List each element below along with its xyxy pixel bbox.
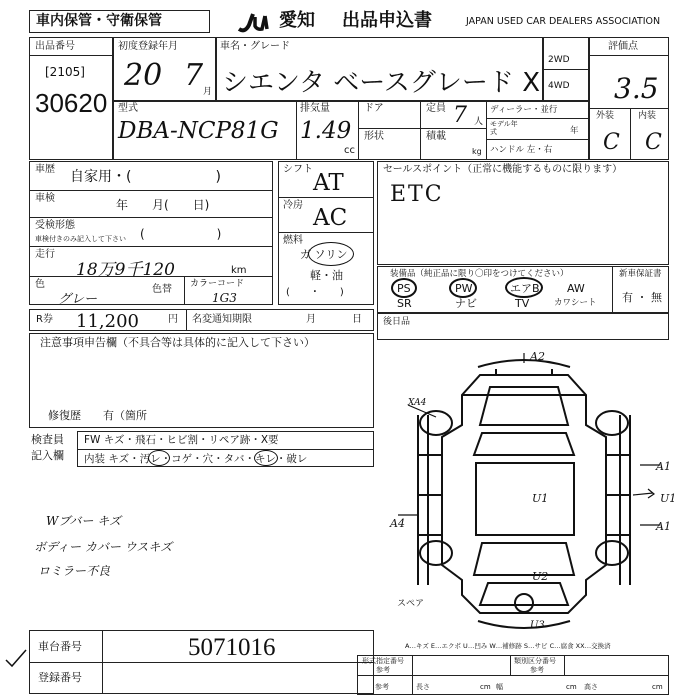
mark-u1-right: U1 bbox=[660, 492, 677, 505]
mark-u3: U3 bbox=[530, 620, 545, 631]
displacement: 1.49 bbox=[300, 118, 352, 144]
tobacco-circle bbox=[254, 450, 278, 466]
tax-label: 名変通知期限 bbox=[192, 314, 252, 325]
form-title: 出品申込書 bbox=[342, 10, 432, 31]
load-label: 積載 bbox=[426, 131, 446, 142]
width-cm: cm bbox=[566, 683, 577, 691]
mark-a1-right: A1 bbox=[656, 460, 671, 473]
damage-legend: A…キズ E…エクボ U…凹み W…補修跡 S…サビ C…腐食 XX…交換済 bbox=[405, 642, 611, 650]
mark-a2: A2 bbox=[530, 350, 545, 363]
equipment-label: 装備品（純正品に限り〇印をつけてください） bbox=[390, 269, 569, 279]
color-label: 色 bbox=[35, 279, 45, 290]
car-diagram bbox=[378, 345, 670, 635]
lot-number: 30620 bbox=[35, 88, 108, 118]
fuel-gas: ガ ソリン bbox=[300, 248, 348, 261]
reg-month: 7 bbox=[184, 58, 204, 93]
sales-points-box bbox=[377, 161, 669, 265]
equip-item-leather: カワシート bbox=[554, 298, 597, 308]
history-value: 自家用・( ) bbox=[70, 169, 221, 185]
mark-a1-left: A1 bbox=[656, 520, 671, 533]
airbag-circle bbox=[505, 277, 543, 298]
year-unit: 年 bbox=[570, 126, 579, 136]
handwritten-note-1: Wブバー キズ bbox=[46, 514, 121, 528]
fuel-circle bbox=[308, 242, 354, 266]
drive-4wd: 4WD bbox=[548, 81, 570, 91]
designation-label: 形式指定番号 bbox=[362, 657, 404, 665]
reg-label: 登録番号 bbox=[38, 671, 82, 684]
equip-item-pw: PW bbox=[455, 282, 473, 295]
first-reg-label: 初度登録年月 bbox=[118, 41, 178, 52]
tax-day: 日 bbox=[352, 314, 362, 325]
car-name-label: 車名・グレード bbox=[220, 41, 290, 52]
equip-item-airbag: エアB bbox=[510, 282, 540, 295]
width-label: 幅 bbox=[496, 683, 503, 691]
check-mark bbox=[4, 648, 28, 668]
later-items-label: 後日品 bbox=[383, 317, 411, 327]
equip-item-tv: TV bbox=[515, 297, 530, 310]
ju-logo bbox=[235, 11, 279, 33]
capacity-label: 定員 bbox=[426, 103, 446, 114]
length-label: 長さ bbox=[416, 683, 430, 691]
designation-ref: 参考 bbox=[376, 666, 390, 674]
notes-label: 注意事項申告欄（不具合等は具体的に記入して下さい） bbox=[40, 336, 315, 349]
recycle-amount: 11,200 bbox=[76, 311, 139, 332]
association-name: JAPAN USED CAR DEALERS ASSOCIATION bbox=[466, 16, 661, 27]
mark-u2: U2 bbox=[532, 570, 549, 583]
recycle-label: R券 bbox=[36, 314, 53, 325]
ac-value: AC bbox=[313, 205, 348, 231]
drive-2wd: 2WD bbox=[548, 55, 570, 65]
interior-label: 内装 bbox=[638, 111, 657, 121]
interior-grade: C bbox=[645, 130, 662, 155]
receipt-label: 受検形態 bbox=[35, 220, 75, 231]
length-cm: cm bbox=[480, 683, 491, 691]
model-code: DBA-NCP81G bbox=[118, 118, 279, 144]
capacity-value: 7 bbox=[453, 103, 467, 128]
doors-label: ドア bbox=[364, 103, 384, 114]
chassis-label: 車台番号 bbox=[38, 640, 82, 653]
color-code: 1G3 bbox=[212, 291, 237, 305]
later-items-box bbox=[377, 313, 669, 340]
capacity-unit: 人 bbox=[474, 117, 484, 127]
model-year-label: モデル年式 bbox=[490, 120, 518, 136]
shift-value: AT bbox=[313, 170, 344, 196]
cc-unit: cc bbox=[344, 145, 355, 156]
mark-xa4: XA4 bbox=[408, 398, 427, 408]
car-name: シエンタ ベースグレード X bbox=[222, 68, 541, 98]
category-ref: 参考 bbox=[530, 666, 544, 674]
mileage-label: 走行 bbox=[35, 249, 55, 260]
model-label: 型式 bbox=[118, 103, 138, 114]
spare-label: スペア bbox=[397, 599, 425, 609]
tax-month: 月 bbox=[306, 314, 316, 325]
chassis-value: 5071016 bbox=[188, 634, 276, 661]
storage-label: 車内保管・守衛保管 bbox=[36, 13, 162, 29]
exterior-grade: C bbox=[603, 130, 620, 155]
displacement-label: 排気量 bbox=[300, 103, 330, 114]
lot-label: 出品番号 bbox=[35, 41, 75, 52]
pw-circle bbox=[449, 278, 477, 298]
repair-label: 修復歴 有（箇所 bbox=[48, 409, 147, 422]
exterior-label: 外装 bbox=[596, 111, 615, 121]
height-cm: cm bbox=[652, 683, 663, 691]
color-code-label: カラーコード bbox=[190, 279, 245, 289]
handwritten-note-3: ロミラー不良 bbox=[38, 564, 111, 578]
org-name: 愛知 bbox=[279, 10, 315, 31]
equip-item-sr: SR bbox=[397, 297, 412, 310]
color-value: グレー bbox=[58, 292, 98, 307]
grade-label: 評価点 bbox=[608, 41, 638, 52]
category-label: 類別区分番号 bbox=[514, 657, 556, 665]
shift-label: シフト bbox=[283, 164, 313, 175]
receipt-note: 車検付きのみ記入して下さい bbox=[35, 235, 126, 243]
ac-label: 冷房 bbox=[283, 200, 303, 211]
dims-ref: 参考 bbox=[375, 683, 389, 691]
warranty-value: 有 ・ 無 bbox=[622, 291, 662, 304]
inspector-label-1: 検査員 bbox=[31, 433, 64, 446]
grade-score: 3.5 bbox=[614, 72, 659, 105]
kg-unit: kg bbox=[472, 147, 482, 156]
interior-row: 内装 キズ・汚レ・コゲ・穴・タバ・キレ・破レ bbox=[84, 453, 308, 465]
reg-year: 20 bbox=[124, 58, 163, 93]
history-label: 車歴 bbox=[35, 164, 55, 175]
fuel-diesel: 軽・油 bbox=[310, 269, 343, 282]
inspection-label: 車検 bbox=[35, 193, 55, 204]
shape-label: 形状 bbox=[364, 131, 384, 142]
equipment-grid bbox=[380, 280, 610, 312]
stain-circle bbox=[148, 450, 170, 466]
warranty-label: 新車保証書 bbox=[619, 269, 662, 279]
inspector-label-2: 記入欄 bbox=[31, 449, 64, 462]
equip-item-navi: ナビ bbox=[455, 297, 477, 310]
handwritten-note-2: ボディー カバー ウスキズ bbox=[34, 540, 173, 554]
month-suffix: 月 bbox=[203, 87, 213, 97]
inspection-value: 年 月( 日) bbox=[116, 198, 210, 212]
mark-a4-left: A4 bbox=[390, 517, 405, 530]
height-label: 高さ bbox=[584, 683, 598, 691]
fw-row: FW キズ・飛石・ヒビ割・リペア跡・X要 bbox=[84, 434, 279, 446]
lot-code: [2105] bbox=[45, 65, 85, 79]
handle-label: ハンドル 左・右 bbox=[490, 145, 553, 155]
sales-points-value: ETC bbox=[390, 182, 444, 207]
recycle-yen: 円 bbox=[168, 314, 178, 325]
color-change-label: 色替 bbox=[152, 284, 172, 295]
km-unit: km bbox=[231, 265, 247, 276]
dealer-label: ディーラー・並行 bbox=[490, 105, 558, 115]
mark-u1-roof: U1 bbox=[532, 492, 549, 505]
equip-item-ps: PS bbox=[397, 282, 411, 295]
ps-circle bbox=[391, 278, 417, 298]
sales-points-label: セールスポイント（正常に機能するものに限ります） bbox=[383, 164, 623, 175]
fuel-paren: ( ・ ) bbox=[286, 287, 344, 298]
receipt-value: ( ) bbox=[140, 227, 222, 241]
mileage-value: 18万9千120 bbox=[76, 260, 175, 280]
fuel-label: 燃料 bbox=[283, 235, 303, 246]
equip-item-aw: AW bbox=[567, 282, 585, 295]
